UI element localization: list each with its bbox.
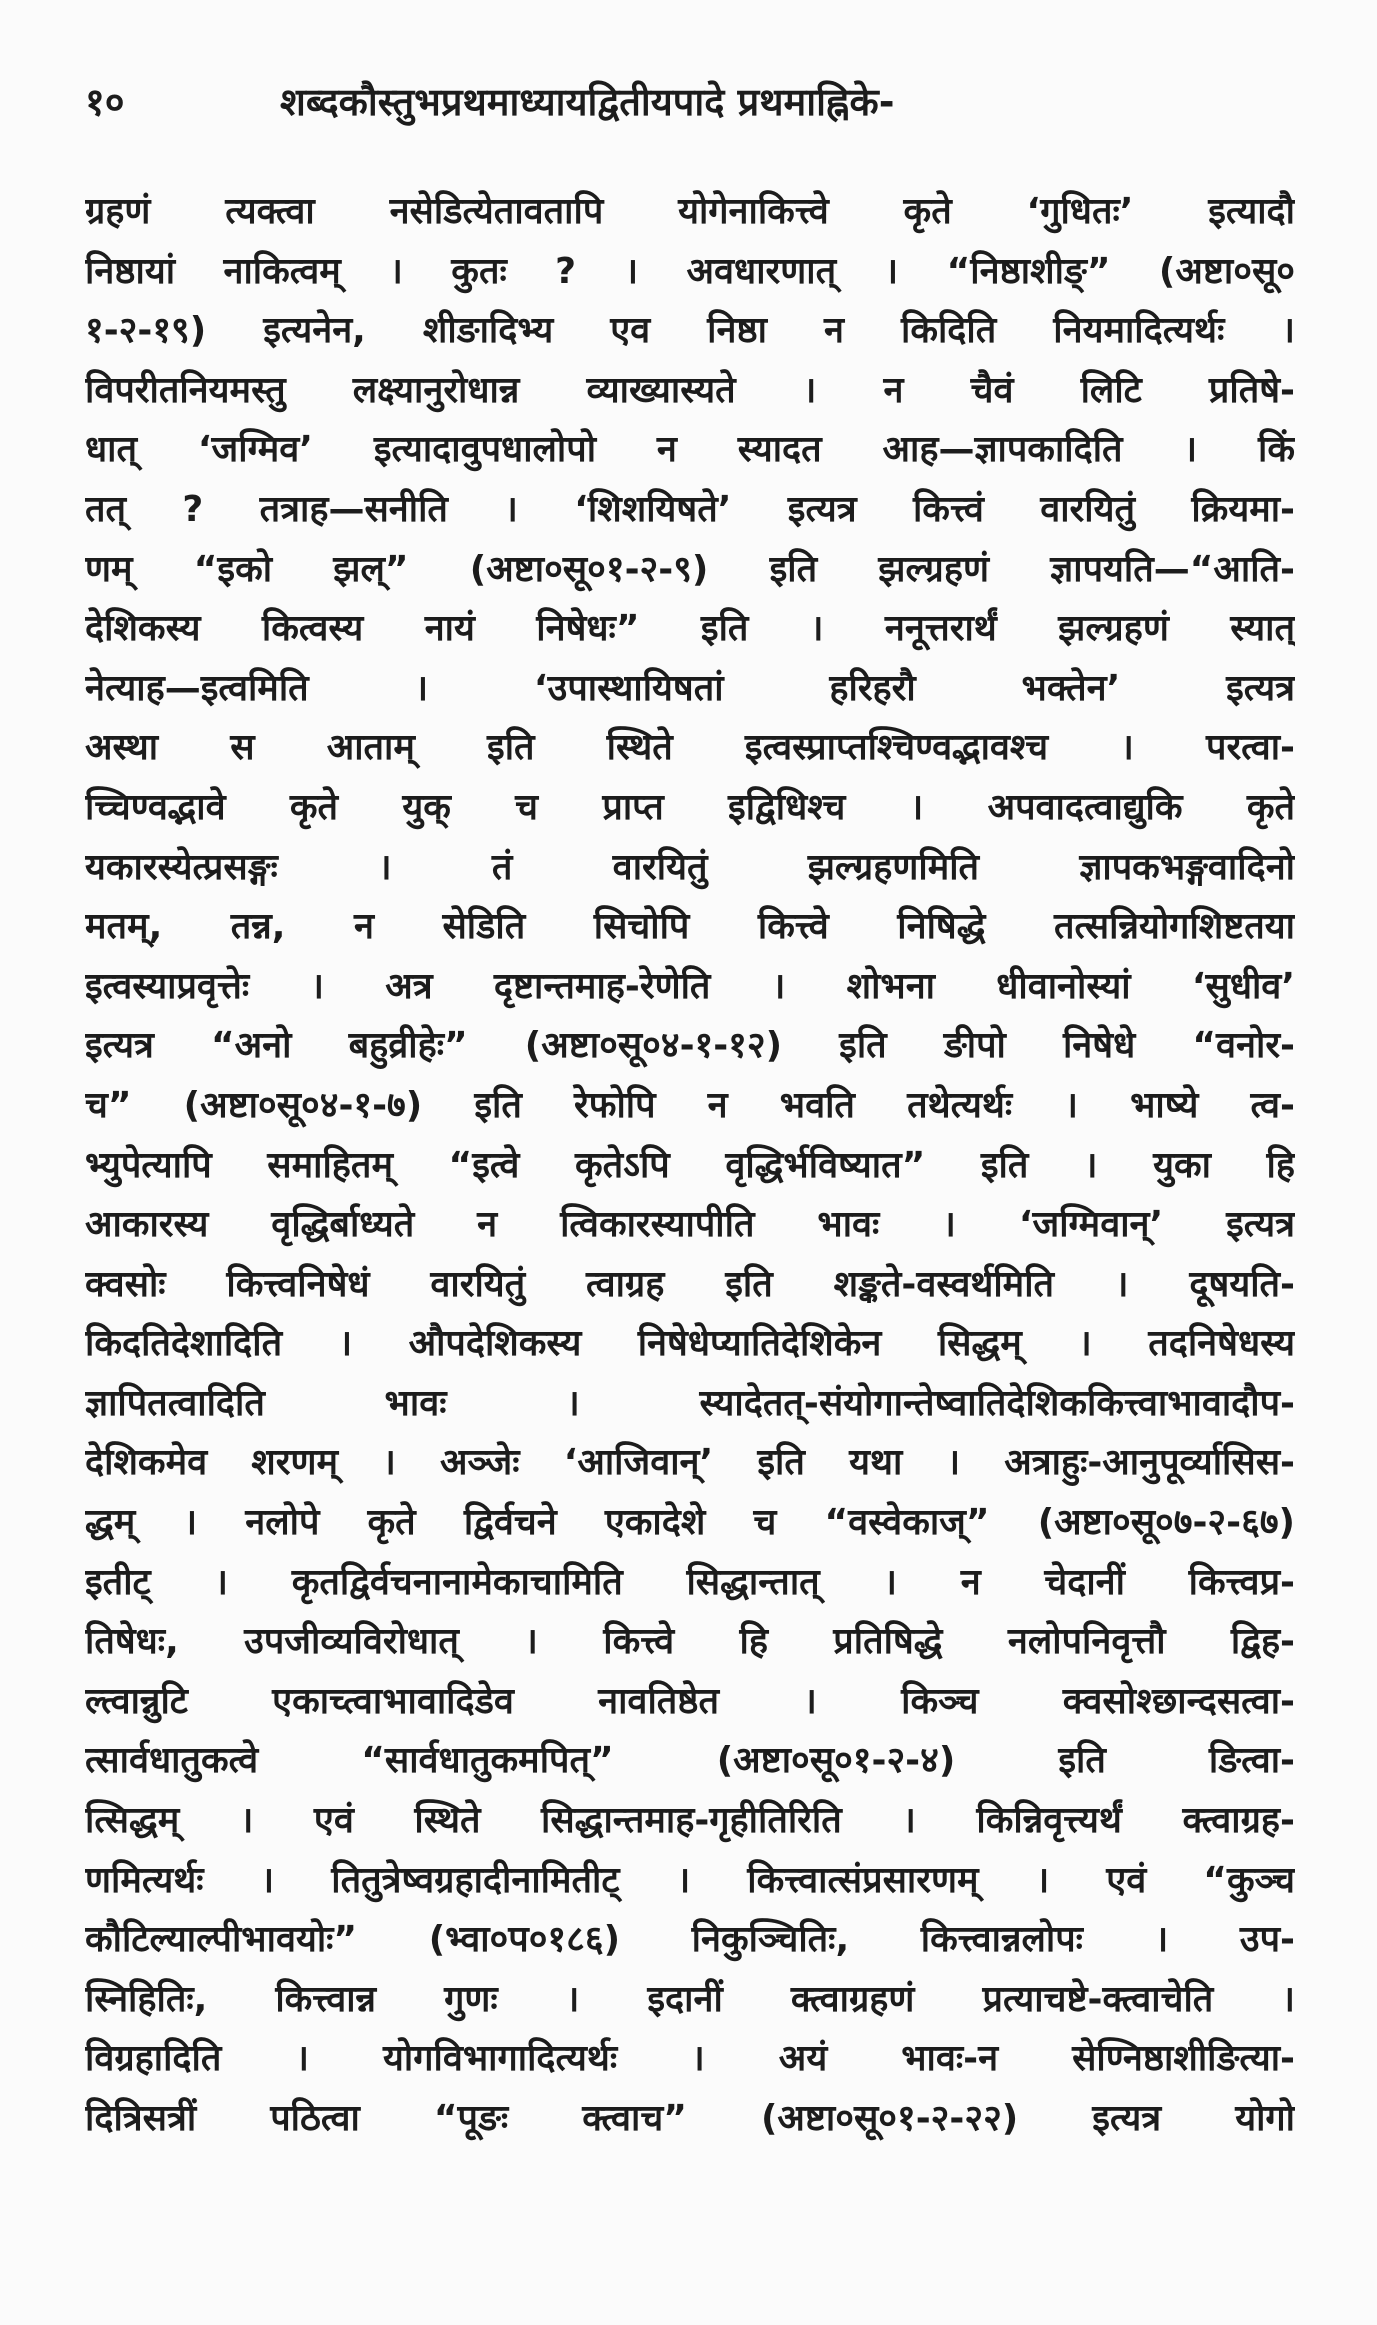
text-line: इतीट् । कृतद्विर्वचनानामेकाचामिति सिद्धान्तात् । न चेदानीं कित्त्वप्र- <box>85 1561 1295 1603</box>
text-line: त्सार्वधातुकत्वे “सार्वधातुकमपित्” (अष्टा०सू०१-२-४) इति ङित्वा- <box>85 1740 1295 1782</box>
text-line: यकारस्येत्प्रसङ्गः । तं वारयितुं झल्ग्रहणमिति ज्ञापकभङ्गवादिनो <box>85 846 1295 888</box>
text-line: कौटिल्याल्पीभावयोः” (भ्वा०प०१८६) निकुञ्चितिः, कित्त्वान्नलोपः । उप- <box>85 1919 1295 1961</box>
body-text <box>85 182 1295 2149</box>
text-line: देशिकस्य कित्वस्य नायं निषेधः” इति । ननूत्तरार्थं झल्ग्रहणं स्यात् <box>85 608 1295 650</box>
text-line: द्धम् । नलोपे कृते द्विर्वचने एकादेशे च “वस्वेकाज्” (अष्टा०सू०७-२-६७) <box>85 1502 1295 1544</box>
text-line: तत् ? तत्राह—सनीति । ‘शिशयिषते’ इत्यत्र कित्त्वं वारयितुं क्रियमा- <box>85 488 1295 530</box>
text-line: तिषेधः, उपजीव्यविरोधात् । कित्त्वे हि प्रतिषिद्धे नलोपनिवृत्तौ द्विह- <box>85 1621 1295 1663</box>
text-line: णमित्यर्थः । तितुत्रेष्वग्रहादीनामितीट् । कित्त्वात्संप्रसारणम् । एवं “कुञ्च <box>85 1859 1295 1901</box>
text-line: किदतिदेशादिति । औपदेशिकस्य निषेधेप्यातिदेशिकेन सिद्धम् । तदनिषेधस्य <box>85 1323 1295 1365</box>
text-line: आकारस्य वृद्धिर्बाध्यते न त्विकारस्यापीति भावः । ‘जग्मिवान्’ इत्यत्र <box>85 1204 1295 1246</box>
text-line: ज्ञापितत्वादिति भावः । स्यादेतत्-संयोगान्तेष्वातिदेशिककित्त्वाभावादौप- <box>85 1382 1295 1424</box>
text-line: स्निहितिः, कित्त्वान्न गुणः । इदानीं क्त्वाग्रहणं प्रत्याचष्टे-क्त्वाचेति । <box>85 1978 1295 2020</box>
text-line: ग्रहणं त्यक्त्वा नसेडित्येतावतापि योगेनाकित्त्वे कृते ‘गुधितः’ इत्यादौ <box>85 191 1295 232</box>
text-line: च्चिण्वद्भावे कृते युक् च प्राप्त इद्विधिश्च । अपवादत्वाद्युकि कृते <box>85 786 1295 828</box>
text-line: धात् ‘जग्मिव’ इत्यादावुपधालोपो न स्यादत आह—ज्ञापकादिति । किं <box>85 429 1295 471</box>
page-number: १० <box>85 80 125 124</box>
text-line: इत्यत्र “अनो बहुव्रीहेः” (अष्टा०सू०४-१-१२) इति ङीपो निषेधे “वनोर- <box>85 1025 1295 1067</box>
text-line: विग्रहादिति । योगविभागादित्यर्थः । अयं भावः-न सेण्निष्ठाशीङित्या- <box>85 2038 1295 2080</box>
text-line: क्वसोः कित्त्वनिषेधं वारयितुं त्वाग्रह इति शङ्कते-वस्वर्थमिति । दूषयति- <box>85 1263 1295 1305</box>
text-line: देशिकमेव शरणम् । अञ्जेः ‘आजिवान्’ इति यथा । अत्राहुः-आनुपूर्व्यासिस- <box>85 1442 1295 1484</box>
page-header <box>85 72 1295 132</box>
text-line: च” (अष्टा०सू०४-१-७) इति रेफोपि न भवति तथेत्यर्थः । भाष्ये त्व- <box>85 1084 1295 1126</box>
text-line: विपरीतनियमस्तु लक्ष्यानुरोधान्न व्याख्यास्यते । न चैवं लिटि प्रतिषे- <box>85 369 1295 411</box>
text-line: त्सिद्धम् । एवं स्थिते सिद्धान्तमाह-गृहीतिरिति । किन्निवृत्त्यर्थं क्त्वाग्रह- <box>85 1800 1295 1842</box>
text-line: अस्था स आताम् इति स्थिते इत्वस्प्राप्तश्चिण्वद्भावश्च । परत्वा- <box>85 727 1295 769</box>
text-line: णम् “इको झल्” (अष्टा०सू०१-२-९) इति झल्ग्रहणं ज्ञापयति—“आति- <box>85 548 1295 590</box>
text-line: मतम्, तन्न, न सेडिति सिचोपि कित्त्वे निषिद्धे तत्सन्नियोगशिष्टतया <box>85 906 1295 948</box>
text-line: भ्युपेत्यापि समाहितम् “इत्वे कृतेऽपि वृद्धिर्भविष्यात” इति । युका हि <box>85 1144 1295 1186</box>
text-line: नेत्याह—इत्वमिति । ‘उपास्थायिषतां हरिहरौ भक्तेन’ इत्यत्र <box>85 667 1295 709</box>
text-line: निष्ठायां नाकित्वम् । कुतः ? । अवधारणात् । “निष्ठाशीङ्” (अष्टा०सू० <box>85 250 1295 292</box>
running-head: शब्दकौस्तुभप्रथमाध्यायद्वितीयपादे प्रथमाह्निके- <box>280 80 895 124</box>
text-line: दित्रिसत्रीं पठित्वा “पूङः क्त्वाच” (अष्टा०सू०१-२-२२) इत्यत्र योगो <box>85 2098 1295 2139</box>
text-line: इत्वस्याप्रवृत्तेः । अत्र दृष्टान्तमाह-रेणेति । शोभना धीवानोस्यां ‘सुधीव’ <box>85 965 1295 1007</box>
text-line: ल्त्वान्नुटि एकाच्त्वाभावादिडेव नावतिष्ठेत । किञ्च क्वसोश्छान्दसत्वा- <box>85 1680 1295 1722</box>
text-line: १-२-१९) इत्यनेन, शीङादिभ्य एव निष्ठा न किदिति नियमादित्यर्थः । <box>85 310 1295 352</box>
